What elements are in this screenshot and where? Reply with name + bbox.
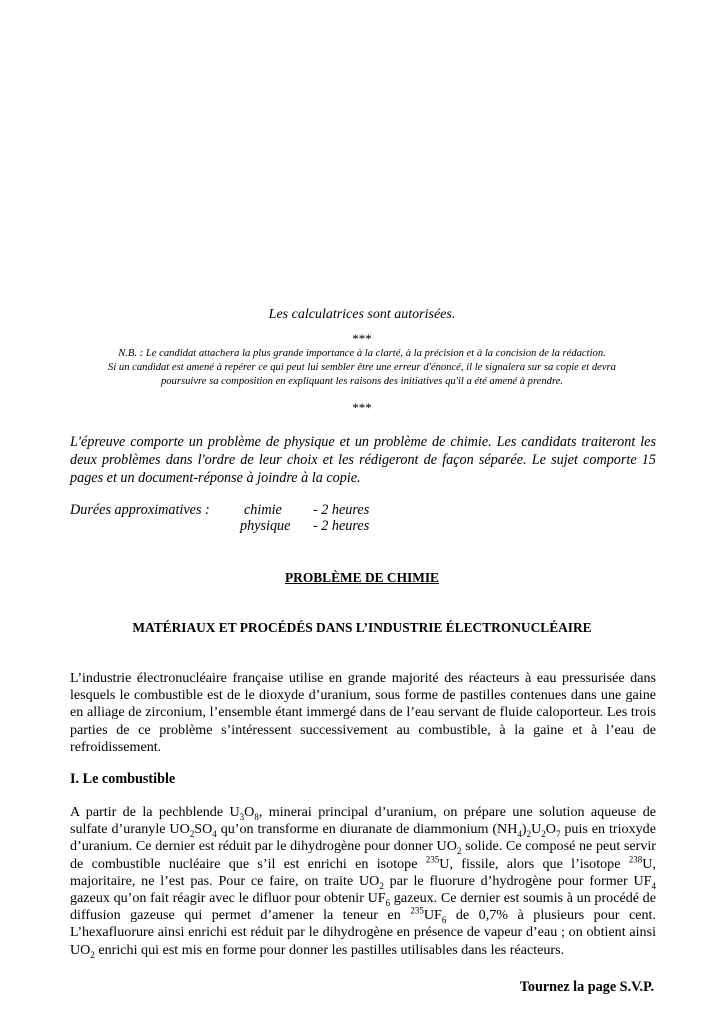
nb-line: N.B. : Le candidat attachera la plus grande importance à la clarté, à la précision et à la concision de la rédaction. (118, 348, 606, 359)
nb-notice (0, 347, 724, 389)
duration-subject: chimie (244, 502, 282, 518)
exam-intro: L'épreuve comporte un problème de physique et un problème de chimie. Les candidats traiteront les deux problèmes dans l'ordre de leur choix et les rédigeront de façon séparée. Le sujet comporte 15 pages et un document-réponse à joindre à la copie. (70, 434, 656, 486)
paragraph-combustible: A partir de la pechblende $U_3O_8$, minerai principal d’uranium, on prépare une solution aqueuse de sulfate d’uranyle $UO_2SO_4$ qu’on transforme en diuranate de diammonium $(NH_4)_2U_2O_7$ puis en trioxyde d’uranium. Ce dernier est réduit par le dihydrogène pour donner $UO_2$ solide. Ce composé ne peut servir de combustible nucléaire que s’il est enrichi en isotope $^{235}$U, fissile, alors que l’isotope $^{238}$U, majoritaire, ne l’est pas. Pour ce faire, on traite $UO_2$ par le fluorure d’hydrogène pour former $UF_4$ gazeux qu’on fait réagir avec le difluor pour obtenir $UF_6$ gazeux. Ce dernier est soumis à un procédé de diffusion gazeuse qui permet d’amener la teneur en $^{235}UF_6$ de 0,7% à plusieurs pour cent. L’hexafluorure ainsi enrichi est réduit par le dihydrogène en présence de vapeur d’eau ; on obtient ainsi $UO_2$ enrichi qui est mis en forme pour donner les pastilles utilisables dans les réacteurs. (70, 804, 657, 960)
duration-time: - 2 heures (313, 502, 370, 518)
durations-label: Durées approximatives : (70, 502, 210, 518)
separator-stars: *** (352, 331, 372, 346)
separator-stars: *** (352, 400, 372, 415)
section-title: I. Le combustible (70, 771, 176, 787)
duration-time: - 2 heures (313, 518, 370, 534)
nb-line: Si un candidat est amené à repérer ce qui peut lui sembler être une erreur d'énoncé, il le signalera sur sa copie et devra (108, 362, 616, 373)
calculators-notice: Les calculatrices sont autorisées. (268, 307, 456, 322)
problem-title: PROBLÈME DE CHIMIE (284, 570, 439, 585)
nb-line: poursuivre sa composition en expliquant les raisons des initiatives qu'il a été amené à prendre. (160, 376, 564, 387)
main-title: MATÉRIAUX ET PROCÉDÉS DANS L’INDUSTRIE ÉLECTRONUCLÉAIRE (132, 620, 592, 635)
duration-subject: physique (240, 518, 291, 534)
paragraph-intro: L’industrie électronucléaire française utilise en grande majorité des réacteurs à eau pressurisée dans lesquels le combustible est de le dioxyde d’uranium, sous forme de pastilles contenues dans une gaine en alliage de zirconium, l’ensemble étant immergé dans de l’eau servant de fluide caloporteur. Les trois parties de ce problème s’intéressent successivement au combustible, à la gaine et à l’eau de refroidissement. (70, 670, 656, 755)
next-page-note: Tournez la page S.V.P. (519, 979, 654, 995)
